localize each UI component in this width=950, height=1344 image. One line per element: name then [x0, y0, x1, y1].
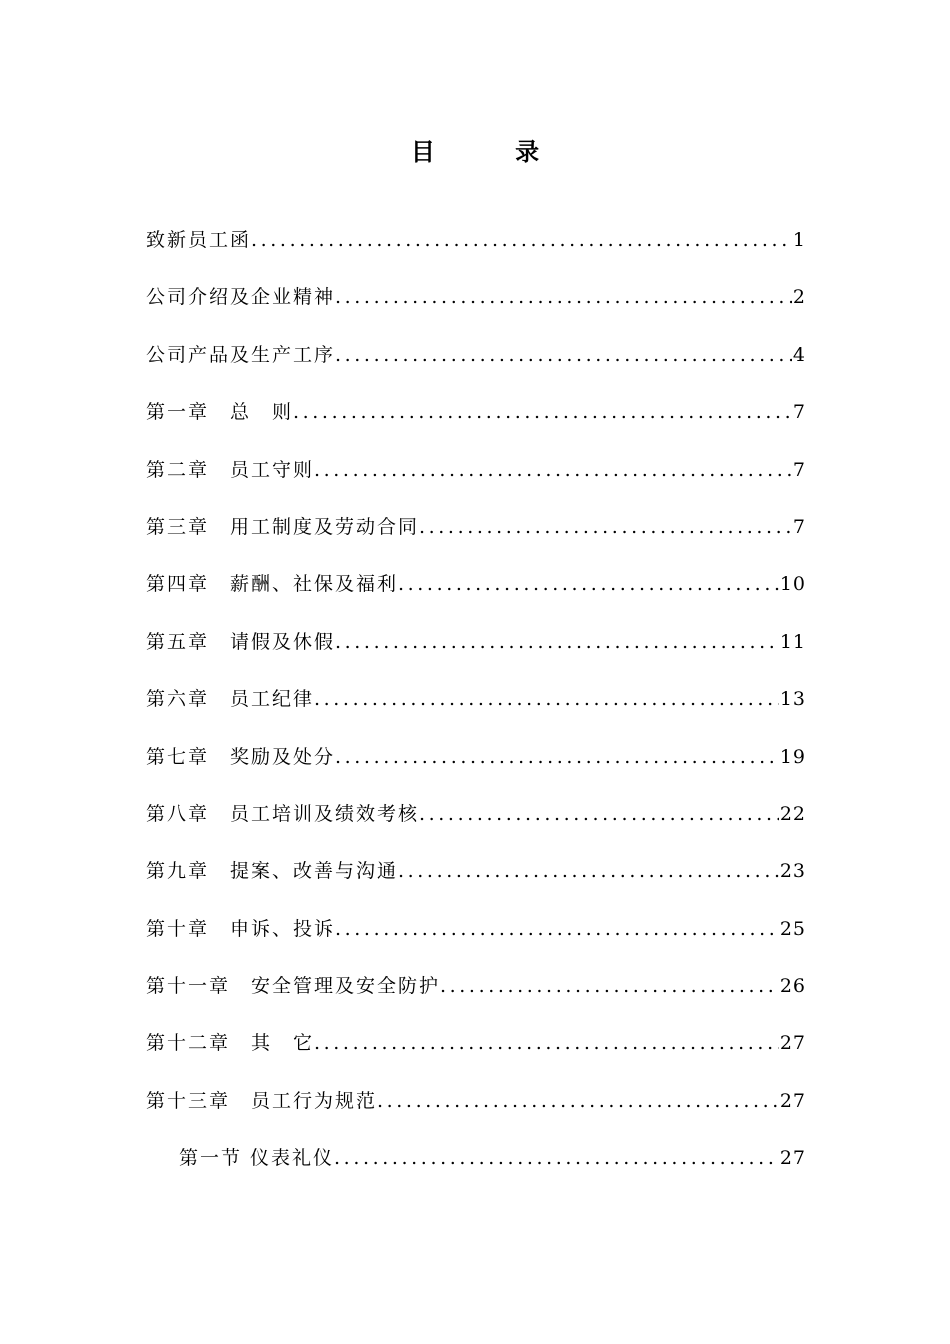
toc-entry-label: 第四章 薪酬、社保及福利	[146, 573, 399, 596]
toc-entry-page: 22	[779, 802, 806, 825]
toc-entry-page: 1	[792, 229, 806, 251]
toc-entry-11[interactable]	[146, 853, 806, 910]
toc-entry-page: 23	[779, 860, 806, 883]
toc-entry-page: 11	[779, 630, 806, 653]
toc-entry-16[interactable]	[146, 1140, 806, 1197]
toc-entry-page: 2	[792, 286, 806, 309]
toc-dot-leader	[398, 566, 779, 602]
toc-entry-label: 公司产品及生产工序	[146, 343, 336, 366]
toc-entry-page: 7	[792, 515, 806, 538]
toc-entry-label: 第一节 仪表礼仪	[179, 1147, 335, 1170]
toc-entry-15[interactable]	[146, 1083, 806, 1140]
toc-entry-6[interactable]	[146, 566, 806, 623]
toc-entry-label: 第一章 总 则	[146, 401, 294, 424]
toc-dot-leader	[251, 222, 792, 258]
toc-dot-leader	[314, 452, 792, 488]
toc-dot-leader	[335, 739, 779, 775]
toc-entry-14[interactable]	[146, 1025, 806, 1082]
toc-dot-leader	[335, 911, 779, 947]
toc-entry-0[interactable]	[146, 222, 806, 279]
toc-entry-page: 10	[779, 573, 806, 596]
toc-dot-leader	[335, 279, 792, 315]
toc-entry-page: 7	[792, 458, 806, 481]
toc-entry-5[interactable]	[146, 509, 806, 566]
toc-entry-10[interactable]	[146, 796, 806, 853]
toc-entry-page: 26	[779, 975, 806, 998]
toc-entry-page: 13	[779, 688, 806, 711]
toc-dot-leader	[419, 796, 779, 832]
toc-entry-label: 致新员工函	[146, 229, 252, 251]
toc-entry-3[interactable]	[146, 394, 806, 451]
toc-entry-12[interactable]	[146, 911, 806, 968]
toc-dot-leader	[335, 624, 779, 660]
toc-entry-13[interactable]	[146, 968, 806, 1025]
toc-dot-leader	[440, 968, 779, 1004]
toc-entry-page: 4	[792, 343, 806, 366]
toc-entry-label: 第九章 提案、改善与沟通	[146, 860, 399, 883]
toc-entry-page: 27	[779, 1032, 806, 1055]
toc-entry-page: 27	[779, 1147, 806, 1170]
toc-entry-page: 27	[779, 1089, 806, 1112]
toc-dot-leader	[335, 337, 792, 373]
toc-entry-label: 第十二章 其 它	[146, 1032, 315, 1055]
toc-entry-2[interactable]	[146, 337, 806, 394]
toc-entry-7[interactable]	[146, 624, 806, 681]
toc-dot-leader	[419, 509, 792, 545]
toc-entry-label: 第七章 奖励及处分	[146, 745, 336, 768]
toc-entry-label: 第十一章 安全管理及安全防护	[146, 975, 441, 998]
toc-entry-label: 第八章 员工培训及绩效考核	[146, 802, 420, 825]
toc-entry-page: 25	[779, 917, 806, 940]
toc-entry-label: 第二章 员工守则	[146, 458, 315, 481]
toc-entry-page: 19	[779, 745, 806, 768]
toc-dot-leader	[334, 1140, 779, 1176]
toc-dot-leader	[377, 1083, 779, 1119]
toc-entry-label: 公司介绍及企业精神	[146, 286, 336, 309]
toc-entry-label: 第三章 用工制度及劳动合同	[146, 515, 420, 538]
toc-list	[146, 222, 806, 1198]
toc-entry-page: 7	[792, 401, 806, 424]
toc-entry-label: 第六章 员工纪律	[146, 688, 315, 711]
toc-entry-label: 第十三章 员工行为规范	[146, 1089, 378, 1112]
toc-entry-label: 第五章 请假及休假	[146, 630, 336, 653]
toc-entry-1[interactable]	[146, 279, 806, 336]
toc-entry-label: 第十章 申诉、投诉	[146, 917, 336, 940]
toc-dot-leader	[398, 853, 779, 889]
toc-entry-9[interactable]	[146, 739, 806, 796]
toc-title: 目 录	[410, 137, 576, 166]
toc-entry-4[interactable]	[146, 452, 806, 509]
toc-entry-8[interactable]	[146, 681, 806, 738]
toc-dot-leader	[293, 394, 792, 430]
toc-dot-leader	[314, 1025, 779, 1061]
toc-dot-leader	[314, 681, 779, 717]
